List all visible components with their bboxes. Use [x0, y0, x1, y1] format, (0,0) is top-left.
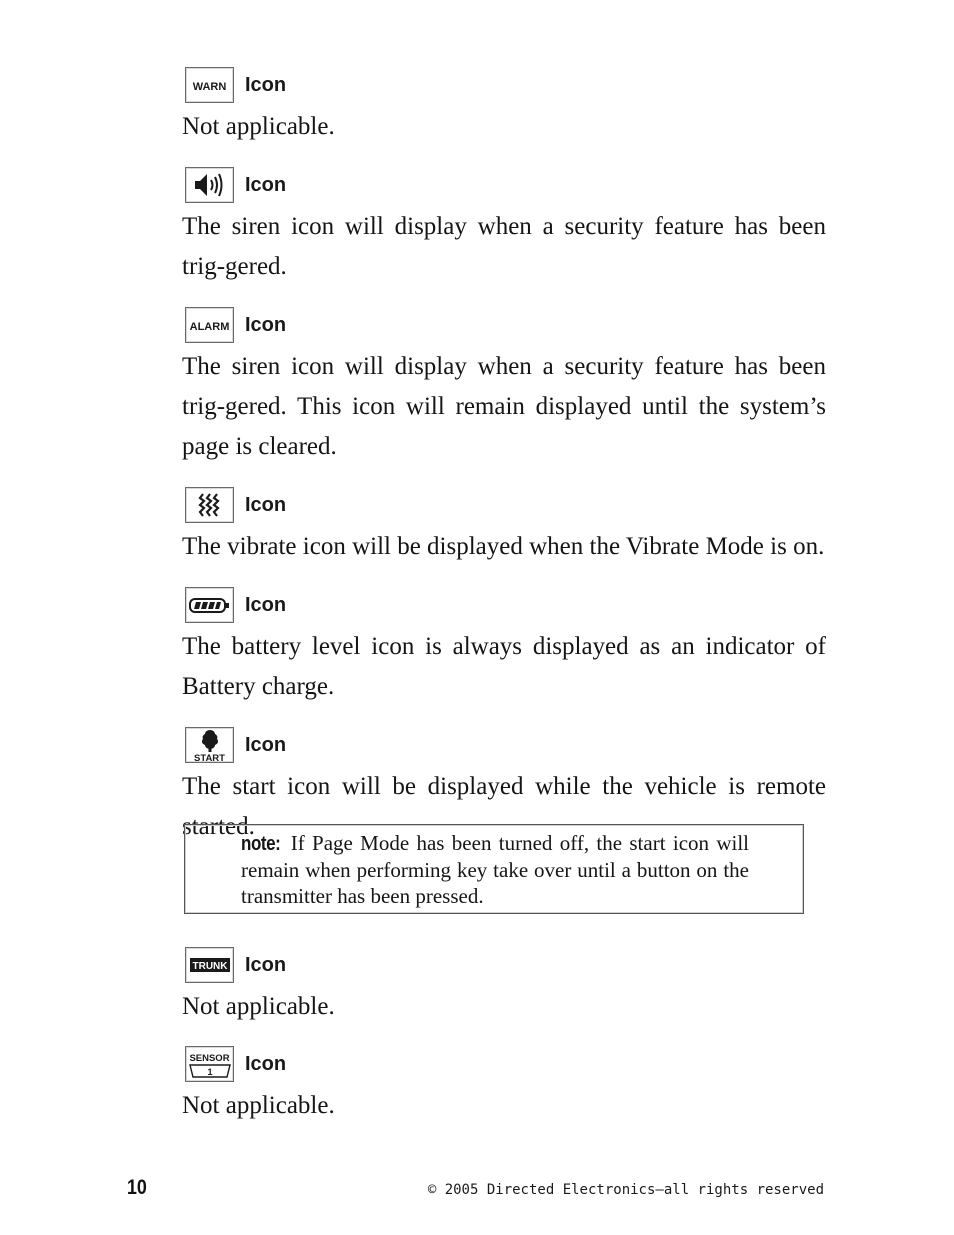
warn-icon — [185, 67, 234, 103]
start-icon-text: START — [194, 753, 225, 762]
icon-description: The siren icon will display when a security feature has been trig-gered. This icon will remain displayed until the system’s page is cleared. — [182, 353, 826, 460]
vibrate-icon — [185, 487, 234, 523]
icon-label: Icon — [245, 74, 287, 96]
siren-speaker-icon — [185, 167, 234, 203]
icon-label: Icon — [245, 174, 287, 196]
copyright-notice: © 2005 Directed Electronics—all rights reserved — [427, 1182, 824, 1198]
note-label: note: — [241, 833, 281, 855]
page-number: 10 — [127, 1176, 147, 1199]
icon-description: Not applicable. — [182, 1092, 335, 1119]
icon-description: The siren icon will display when a security feature has been trig-gered. — [182, 213, 826, 280]
icon-description: Not applicable. — [182, 993, 335, 1020]
trunk-icon — [185, 947, 234, 983]
sensor-icon-text: SENSOR — [189, 1053, 230, 1064]
trunk-icon-text: TRUNK — [192, 961, 228, 972]
icon-label: Icon — [245, 954, 287, 976]
alarm-icon — [185, 307, 234, 343]
icon-entry-trunk — [182, 947, 826, 1027]
note-text-block — [241, 830, 749, 909]
note-box — [184, 824, 804, 914]
icon-description: The start icon will be displayed while the vehicle is remote started. — [182, 773, 826, 840]
icon-entry-alarm — [182, 307, 826, 467]
icon-label: Icon — [245, 594, 287, 616]
icon-description: Not applicable. — [182, 113, 335, 140]
icon-label: Icon — [245, 734, 287, 756]
sensor-icon — [185, 1046, 234, 1082]
battery-icon — [185, 587, 234, 623]
start-icon — [185, 727, 234, 763]
icon-entry-sensor — [182, 1046, 826, 1126]
sensor-icon-number: 1 — [207, 1067, 213, 1077]
icon-label: Icon — [245, 494, 287, 516]
icon-label: Icon — [245, 314, 287, 336]
icon-description: The battery level icon is always displayed as an indicator of Battery charge. — [182, 633, 826, 700]
icon-entry-warn — [182, 67, 826, 147]
note-text: If Page Mode has been turned off, the start icon will remain when performing key take over until a button on the transmitter has been pressed. — [241, 831, 750, 908]
icon-entry-battery — [182, 587, 826, 707]
icon-description: The vibrate icon will be displayed when the Vibrate Mode is on. — [182, 533, 825, 560]
icon-entry-siren — [182, 167, 826, 287]
alarm-icon-text: ALARM — [189, 321, 230, 333]
icon-entry-vibrate — [182, 487, 826, 567]
icon-label: Icon — [245, 1053, 287, 1075]
warn-icon-text: WARN — [192, 81, 227, 93]
